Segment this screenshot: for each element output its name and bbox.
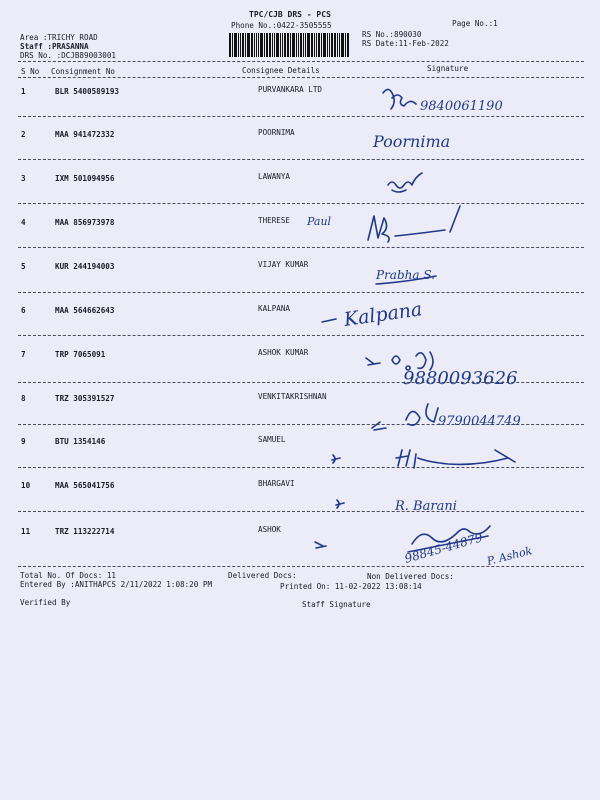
document-title: TPC/CJB DRS - PCS	[249, 10, 331, 19]
row-consignee: THERESE	[258, 216, 291, 225]
row-sno: 7	[21, 350, 26, 359]
row-sno: 2	[21, 130, 26, 139]
row-consignee: PURVANKARA LTD	[258, 85, 323, 94]
handwritten-name-row-11: P. Ashok	[485, 544, 534, 568]
handwritten-phone-row-1: 9840061190	[420, 99, 503, 114]
non-delivered-docs: Non Delivered Docs:	[367, 572, 454, 581]
row-consignment: TRZ 305391527	[55, 394, 115, 403]
rs-number: RS No.:890030	[362, 30, 422, 39]
row-consignment: MAA 856973978	[55, 218, 115, 227]
row-consignee: KALPANA	[258, 304, 291, 313]
staff-signature: Staff Signature	[302, 600, 371, 609]
drs-number: DRS No. :DCJB89003001	[20, 51, 117, 60]
signature-row-5	[375, 268, 436, 284]
column-header-consignee: Consignee Details	[242, 66, 320, 75]
column-header-signature: Signature	[427, 64, 469, 73]
row-consignment: MAA 565041756	[55, 481, 115, 490]
row-consignment: IXM 501094956	[55, 174, 115, 183]
handwritten-name-row-5: Prabha S.	[376, 268, 435, 282]
row-sno: 1	[21, 87, 26, 96]
row-sno: 3	[21, 174, 26, 183]
staff-label: Staff :PRASANNA	[20, 42, 89, 51]
row-sno: 8	[21, 394, 26, 403]
row-sno: 6	[21, 306, 26, 315]
total-docs: Total No. Of Docs: 11	[20, 571, 117, 580]
row-sno: 4	[21, 218, 26, 227]
signature-row-10	[336, 499, 457, 514]
phone-number: Phone No.:0422-3505555	[231, 21, 332, 30]
signature-row-7	[366, 352, 518, 389]
signature-row-4	[306, 206, 460, 242]
delivered-docs: Delivered Docs:	[228, 571, 297, 580]
row-consignment: TRP 7065091	[55, 350, 106, 359]
handwritten-name-row-10: R. Barani	[395, 499, 457, 514]
row-consignee: ASHOK	[258, 525, 281, 534]
row-consignment: TRZ 113222714	[55, 527, 115, 536]
handwritten-name-row-4: Paul	[307, 215, 332, 228]
handwritten-name-row-2: Poornima	[373, 132, 451, 151]
page-number: Page No.:1	[452, 19, 498, 28]
row-sno: 5	[21, 262, 26, 271]
handwritten-phone-row-7: 9880093626	[403, 368, 518, 389]
row-consignment: MAA 941472332	[55, 130, 115, 139]
row-consignee: VIJAY KUMAR	[258, 260, 309, 269]
row-sno: 10	[21, 481, 31, 490]
column-header-consignment: Consignment No	[51, 67, 116, 76]
signature-row-9	[332, 450, 515, 468]
row-consignment: MAA 564662643	[55, 306, 115, 315]
signature-row-2	[372, 132, 450, 151]
row-sno: 11	[21, 527, 31, 536]
signature-row-11	[315, 526, 534, 568]
row-consignee: VENKITAKRISHNAN	[258, 392, 327, 401]
entered-by: Entered By :ANITHAPCS 2/11/2022 1:08:20 PM	[20, 580, 213, 589]
column-header-sno: S No	[21, 67, 40, 76]
area-label: Area :TRICHY ROAD	[20, 33, 98, 42]
row-consignment: BLR 5400589193	[55, 87, 120, 96]
row-consignment: KUR 244194003	[55, 262, 115, 271]
handwritten-name-row-6: Kalpana	[342, 298, 424, 331]
signature-row-3	[388, 173, 422, 192]
signature-row-8	[372, 404, 521, 430]
verified-by: Verified By	[20, 598, 71, 607]
row-sno: 9	[21, 437, 26, 446]
signature-row-6	[322, 298, 424, 331]
row-consignee: POORNIMA	[258, 128, 295, 137]
row-consignment: BTU 1354146	[55, 437, 106, 446]
signature-row-1	[383, 89, 503, 114]
printed-on: Printed On: 11-02-2022 13:08:14	[280, 582, 422, 591]
row-consignee: SAMUEL	[258, 435, 286, 444]
row-consignee: LAWANYA	[258, 172, 291, 181]
row-consignee: ASHOK KUMAR	[258, 348, 309, 357]
handwritten-phone-row-11: 98845-44879	[402, 530, 485, 566]
rs-date: RS Date:11-Feb-2022	[362, 39, 449, 48]
row-consignee: BHARGAVI	[258, 479, 295, 488]
handwritten-phone-row-8: 9790044749	[438, 414, 521, 429]
